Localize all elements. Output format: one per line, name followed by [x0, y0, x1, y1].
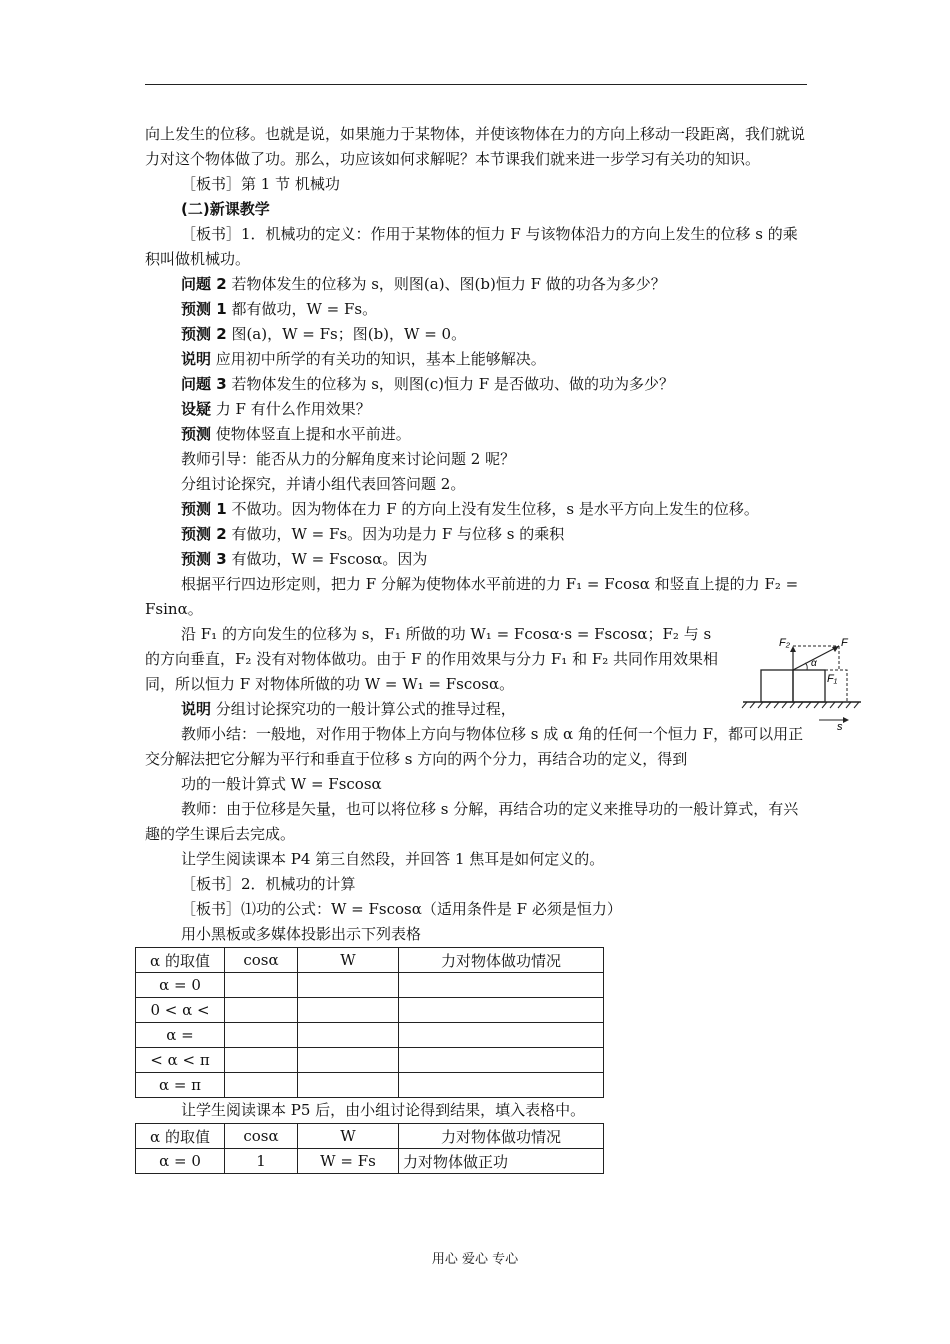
paragraph — [145, 347, 807, 372]
table-cell: α 的取值 — [136, 1124, 225, 1149]
table-header-row — [136, 1124, 604, 1149]
header-rule — [145, 84, 807, 85]
table-cell: 0 < α < — [136, 998, 225, 1023]
paragraph: ［板书］1．机械功的定义：作用于某物体的恒力 F 与该物体沿力的方向上发生的位移 s 的乘积叫做机械功。 — [145, 225, 798, 268]
table-row — [136, 1048, 604, 1073]
table-cell — [298, 1048, 399, 1073]
table-row — [136, 1073, 604, 1098]
label: 预测 2 — [181, 325, 227, 343]
page-body — [145, 122, 807, 1174]
label-f1: F₁ — [827, 673, 838, 685]
table-cell: α = 0 — [136, 973, 225, 998]
table-cell — [225, 1048, 298, 1073]
table-cell: W — [298, 1124, 399, 1149]
text: 使物体竖直上提和水平前进。 — [211, 425, 411, 443]
block-right — [793, 670, 825, 702]
table-cell — [298, 998, 399, 1023]
label: 预测 3 — [181, 550, 227, 568]
text: 力 F 有什么作用效果？ — [211, 400, 371, 418]
paragraph: ［板书］第 1 节 机械功 — [181, 175, 340, 193]
formula: 功的一般计算式 W = Fscosα — [181, 775, 382, 793]
paragraph: 教师小结：一般地，对作用于物体上方向与物体位移 s 成 α 角的任何一个恒力 F，都可以用正交分解法把它分解为平行和垂直于位移 s 方向的两个分力，再结合功的定义，得到 — [145, 725, 804, 768]
text: 分组讨论探究功的一般计算公式的推导过程， — [211, 700, 516, 718]
text: 不做功。因为物体在力 F 的方向上没有发生位移，s 是水平方向上发生的位移。 — [226, 500, 759, 518]
force-decomposition-diagram — [741, 634, 863, 732]
table-cell: 力对物体做正功 — [399, 1149, 604, 1174]
text: 若物体发生的位移为 s，则图(c)恒力 F 是否做功、做的功为多少？ — [226, 375, 674, 393]
text: 应用初中所学的有关功的知识，基本上能够解决。 — [211, 350, 546, 368]
block-left — [761, 670, 793, 702]
table-row — [136, 1023, 604, 1048]
paragraph — [145, 497, 807, 522]
label: 预测 — [181, 425, 212, 443]
table-cell — [298, 1023, 399, 1048]
table-cell — [225, 973, 298, 998]
paragraph: 沿 F₁ 的方向发生的位移为 s，F₁ 所做的功 W₁ = Fcosα·s = Fscosα；F₂ 与 s 的方向垂直，F₂ 没有对物体做功。由于 F 的作用效果与分力 F₁ 和 F₂ 共同作用效果相同，所以恒力 F 对物体所做的功 W = W₁ = Fscosα。 — [145, 625, 719, 693]
paragraph: 用小黑板或多媒体投影出示下列表格 — [181, 925, 422, 943]
paragraph: 分组讨论探究，并请小组代表回答问题 2。 — [181, 475, 466, 493]
table-cell: cosα — [225, 1124, 298, 1149]
table-cell: W — [298, 948, 399, 973]
table-cell — [225, 998, 298, 1023]
paragraph — [145, 272, 807, 297]
alpha-table-empty — [135, 947, 604, 1098]
label: 设疑 — [181, 400, 212, 418]
page-footer: 用心 爱心 专心 — [431, 1252, 519, 1267]
table-cell: cosα — [225, 948, 298, 973]
table-cell: W = Fs — [298, 1149, 399, 1174]
paragraph: 让学生阅读课本 P4 第三自然段，并回答 1 焦耳是如何定义的。 — [181, 850, 605, 868]
table-cell — [399, 1048, 604, 1073]
paragraph: 根据平行四边形定则，把力 F 分解为使物体水平前进的力 F₁ = Fcosα 和竖直上提的力 F₂ = Fsinα。 — [145, 575, 799, 618]
label: 预测 2 — [181, 525, 227, 543]
table-cell — [399, 1073, 604, 1098]
table-cell — [225, 1073, 298, 1098]
table-cell: α 的取值 — [136, 948, 225, 973]
table-cell: α = — [136, 1023, 225, 1048]
table-cell: 力对物体做功情况 — [399, 1124, 604, 1149]
table-cell: < α < π — [136, 1048, 225, 1073]
table-row — [136, 998, 604, 1023]
text: 若物体发生的位移为 s，则图(a)、图(b)恒力 F 做的功各为多少？ — [226, 275, 666, 293]
paragraph — [145, 547, 807, 572]
paragraph: ［板书］2．机械功的计算 — [181, 875, 356, 893]
paragraph: 教师：由于位移是矢量，也可以将位移 s 分解，再结合功的定义来推导功的一般计算式，有兴趣的学生课后去完成。 — [145, 800, 799, 843]
table-row — [136, 1149, 604, 1174]
displacement-head — [843, 717, 849, 723]
paragraph — [145, 422, 807, 447]
text: 都有做功，W = Fs。 — [226, 300, 378, 318]
paragraph: 教师引导：能否从力的分解角度来讨论问题 2 呢？ — [181, 450, 516, 468]
paragraph: 向上发生的位移。也就是说，如果施力于某物体，并使该物体在力的方向上移动一段距离，我们就说力对这个物体做了功。那么，功应该如何求解呢？本节课我们就来进一步学习有关功的知识。 — [145, 125, 806, 168]
text: 有做功，W = Fs。因为功是力 F 与位移 s 的乘积 — [226, 525, 565, 543]
table-cell — [399, 1023, 604, 1048]
paragraph — [145, 297, 807, 322]
table-cell: α = 0 — [136, 1149, 225, 1174]
paragraph — [145, 522, 807, 547]
label-s: s — [837, 721, 843, 732]
table-cell: α = π — [136, 1073, 225, 1098]
force-f2-head — [790, 646, 796, 652]
paragraph — [145, 372, 807, 397]
alpha-table-filled — [135, 1123, 604, 1174]
paragraph — [145, 322, 807, 347]
table-cell — [298, 973, 399, 998]
label: 问题 2 — [181, 275, 227, 293]
paragraph: 让学生阅读课本 P5 后，由小组讨论得到结果，填入表格中。 — [181, 1101, 586, 1119]
label-f: F — [841, 637, 848, 649]
text: 图(a)，W = Fs；图(b)，W = 0。 — [226, 325, 467, 343]
table-cell — [399, 998, 604, 1023]
table-header-row — [136, 948, 604, 973]
paragraph: ［板书］⑴功的公式：W = Fscosα（适用条件是 F 必须是恒力） — [181, 900, 622, 918]
table-cell — [399, 973, 604, 998]
paragraph — [145, 697, 807, 722]
label: 预测 1 — [181, 300, 227, 318]
table-cell — [298, 1073, 399, 1098]
label: 说明 — [181, 350, 212, 368]
table-cell: 1 — [225, 1149, 298, 1174]
paragraph — [145, 397, 807, 422]
table-cell — [225, 1023, 298, 1048]
label-alpha: α — [811, 658, 817, 669]
label: 预测 1 — [181, 500, 227, 518]
label-f2: F₂ — [779, 637, 790, 649]
label: 说明 — [181, 700, 212, 718]
table-row — [136, 973, 604, 998]
text: 有做功，W = Fscosα。因为 — [226, 550, 428, 568]
table-cell: 力对物体做功情况 — [399, 948, 604, 973]
ground-hatching — [742, 702, 859, 708]
section-heading: (二)新课教学 — [181, 200, 270, 218]
label: 问题 3 — [181, 375, 227, 393]
